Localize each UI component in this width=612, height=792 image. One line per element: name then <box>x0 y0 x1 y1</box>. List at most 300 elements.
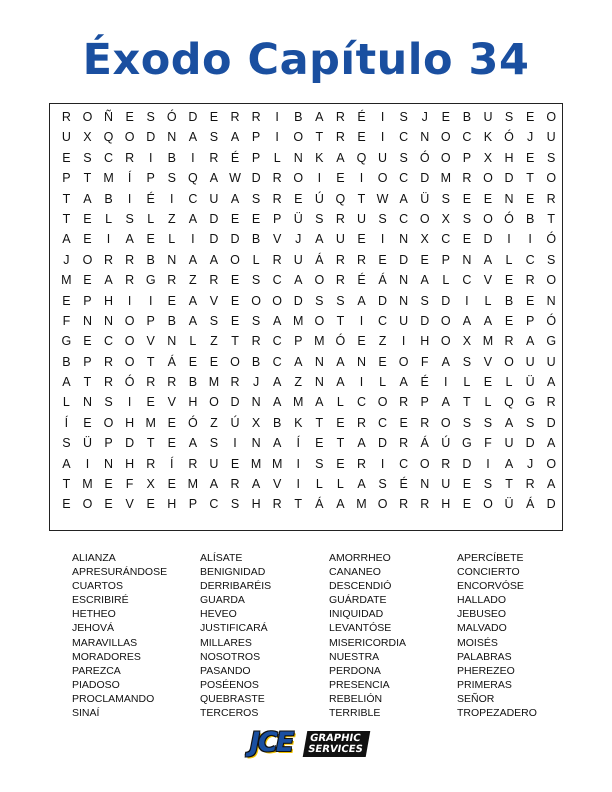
grid-letter: E <box>209 354 219 369</box>
grid-letter: A <box>547 436 556 451</box>
grid-letter: T <box>315 130 324 145</box>
grid-letter: B <box>188 375 198 390</box>
grid-letter: V <box>125 497 135 512</box>
grid-letter: E <box>209 110 219 124</box>
grid-letter: A <box>399 375 409 390</box>
grid-letter: C <box>272 273 282 288</box>
grid-letter: D <box>378 293 388 308</box>
grid-letter: I <box>359 375 364 390</box>
grid-letter: E <box>504 313 514 328</box>
grid-letter: E <box>441 110 451 124</box>
word-item: MALVADO <box>457 622 507 635</box>
grid-letter: U <box>209 456 219 471</box>
grid-letter: O <box>419 211 430 226</box>
grid-letter: A <box>125 232 135 247</box>
grid-letter: I <box>380 130 385 145</box>
grid-letter: G <box>462 436 473 451</box>
grid-letter: E <box>104 497 114 512</box>
grid-letter: O <box>103 415 114 430</box>
grid-letter: A <box>357 477 366 492</box>
grid-letter: I <box>401 334 406 349</box>
grid-letter: I <box>127 395 132 410</box>
grid-letter: D <box>146 130 156 145</box>
grid-letter: B <box>167 313 177 328</box>
word-item: LEVANTÓSE <box>329 622 392 635</box>
grid-letter: E <box>420 252 430 267</box>
grid-letter: Á <box>315 497 324 512</box>
grid-letter: S <box>209 436 219 451</box>
grid-letter: R <box>399 395 409 410</box>
grid-letter: O <box>314 313 325 328</box>
grid-letter: A <box>62 456 71 471</box>
grid-letter: A <box>547 477 556 492</box>
grid-letter: K <box>294 415 303 430</box>
grid-letter: A <box>273 436 282 451</box>
word-item: ALÍSATE <box>200 552 243 564</box>
grid-letter: É <box>357 110 366 124</box>
grid-letter: Ü <box>504 497 514 512</box>
grid-letter: J <box>252 375 260 390</box>
word-item: POSÉENOS <box>200 678 259 691</box>
grid-letter: O <box>272 293 283 308</box>
grid-letter: R <box>251 110 261 124</box>
grid-letter: Ó <box>546 232 557 247</box>
grid-letter: G <box>145 273 156 288</box>
grid-letter: A <box>336 150 345 165</box>
word-item: ALIANZA <box>72 552 116 564</box>
grid-letter: Í <box>127 171 132 186</box>
grid-letter: R <box>167 375 177 390</box>
word-item: NUESTRA <box>329 650 380 663</box>
grid-letter: D <box>188 110 198 124</box>
grid-letter: I <box>296 477 301 492</box>
grid-letter: Í <box>170 456 174 471</box>
grid-letter: O <box>440 334 451 349</box>
grid-letter: E <box>83 273 92 288</box>
grid-letter: M <box>103 171 115 186</box>
grid-letter: O <box>546 110 557 124</box>
grid-letter: R <box>356 252 367 267</box>
grid-letter: S <box>420 293 430 308</box>
grid-letter: F <box>62 313 71 328</box>
grid-letter: B <box>273 415 282 430</box>
grid-letter: A <box>273 313 282 328</box>
grid-letter: E <box>83 232 92 247</box>
grid-letter: A <box>315 232 324 247</box>
grid-letter: A <box>251 477 261 492</box>
grid-letter: E <box>83 334 92 349</box>
word-item: MISERICORDIA <box>329 636 407 649</box>
word-list <box>0 551 612 726</box>
grid-letter: D <box>483 232 493 247</box>
grid-letter: R <box>335 211 346 226</box>
grid-letter: Í <box>296 436 301 451</box>
grid-letter: X <box>420 232 430 247</box>
grid-letter: N <box>314 354 325 369</box>
word-item: REBELIÓN <box>329 692 383 705</box>
grid-letter: O <box>483 171 494 186</box>
grid-letter: A <box>357 436 366 451</box>
grid-letter: M <box>271 456 283 471</box>
grid-letter: D <box>546 415 556 430</box>
grid-letter: Ñ <box>104 110 114 124</box>
grid-letter: E <box>462 477 472 492</box>
word-item: SINAÍ <box>72 707 100 720</box>
grid-letter: N <box>251 436 261 451</box>
grid-letter: S <box>251 313 261 328</box>
grid-letter: R <box>209 273 219 288</box>
word-item: AMORRHEO <box>329 552 391 564</box>
grid-letter: P <box>83 354 92 369</box>
grid-letter: C <box>188 191 198 206</box>
grid-letter: W <box>229 171 242 186</box>
grid-letter: E <box>399 415 409 430</box>
grid-letter: Z <box>378 334 387 349</box>
grid-letter: L <box>105 211 113 226</box>
grid-letter: E <box>462 232 472 247</box>
grid-letter: A <box>525 334 535 349</box>
grid-letter: R <box>272 171 282 186</box>
grid-letter: E <box>336 415 345 430</box>
grid-letter: R <box>399 436 409 451</box>
grid-letter: P <box>462 150 472 165</box>
grid-row <box>56 433 562 453</box>
grid-letter: O <box>483 211 494 226</box>
grid-letter: O <box>230 252 241 267</box>
grid-letter: I <box>507 232 512 247</box>
grid-row <box>56 454 562 474</box>
grid-letter: A <box>441 354 451 369</box>
word-item: CONCIERTO <box>457 566 520 579</box>
grid-letter: R <box>230 477 240 492</box>
grid-letter: L <box>62 395 71 410</box>
grid-letter: I <box>380 232 385 247</box>
grid-letter: V <box>483 354 493 369</box>
grid-letter: Ú <box>314 191 325 206</box>
grid-letter: S <box>336 293 345 308</box>
grid-letter: A <box>336 497 345 512</box>
grid-letter: E <box>104 477 114 492</box>
grid-letter: S <box>125 211 135 226</box>
grid-letter: H <box>125 456 135 471</box>
grid-letter: R <box>125 252 135 267</box>
grid-letter: L <box>315 477 324 492</box>
grid-letter: O <box>124 313 135 328</box>
grid-letter: I <box>170 191 174 206</box>
grid-letter: T <box>62 191 71 206</box>
grid-letter: A <box>104 273 114 288</box>
grid-letter: O <box>377 171 388 186</box>
grid-letter: S <box>483 477 493 492</box>
logo-line-1: GRAPHIC <box>309 733 362 744</box>
grid-letter: O <box>377 395 388 410</box>
grid-letter: I <box>359 313 364 328</box>
grid-letter: R <box>335 252 346 267</box>
grid-letter: H <box>167 497 177 512</box>
word-column <box>457 551 537 720</box>
grid-row <box>56 494 562 514</box>
grid-letter: N <box>462 252 472 267</box>
word-item: PHEREZEO <box>457 664 515 677</box>
grid-letter: Q <box>187 171 199 186</box>
grid-letter: O <box>377 497 388 512</box>
grid-letter: Ú <box>441 436 451 451</box>
grid-letter: Ó <box>546 313 557 328</box>
grid-letter: C <box>272 334 282 349</box>
grid-letter: E <box>230 211 240 226</box>
grid-letter: O <box>293 130 304 145</box>
grid-row <box>56 209 562 229</box>
grid-row <box>56 372 562 392</box>
grid-letter: C <box>441 232 451 247</box>
grid-letter: A <box>399 191 409 206</box>
grid-letter: J <box>421 110 429 124</box>
grid-row <box>56 392 562 412</box>
grid-letter: B <box>167 150 177 165</box>
word-column <box>72 551 167 720</box>
grid-letter: L <box>505 375 513 390</box>
grid-letter: Q <box>504 395 515 410</box>
grid-letter: N <box>546 293 556 308</box>
grid-letter: R <box>61 110 72 124</box>
grid-letter: P <box>62 171 71 186</box>
grid-letter: U <box>546 130 556 145</box>
grid-letter: E <box>146 232 156 247</box>
grid-letter: H <box>420 334 430 349</box>
word-search-grid <box>49 103 563 531</box>
grid-letter: X <box>83 130 92 145</box>
grid-letter: T <box>505 477 514 492</box>
grid-letter: O <box>82 252 93 267</box>
grid-letter: R <box>420 497 430 512</box>
grid-letter: X <box>251 415 261 430</box>
grid-letter: Ü <box>525 375 535 390</box>
grid-letter: T <box>62 477 71 492</box>
grid-letter: U <box>441 477 451 492</box>
grid-letter: O <box>124 354 135 369</box>
grid-letter: M <box>293 313 304 328</box>
grid-letter: X <box>146 477 156 492</box>
grid-letter: A <box>294 273 303 288</box>
grid-letter: C <box>378 415 388 430</box>
grid-letter: Z <box>210 334 219 349</box>
grid-letter: X <box>483 150 493 165</box>
grid-letter: R <box>441 456 451 471</box>
grid-letter: T <box>231 334 240 349</box>
grid-letter: I <box>296 456 301 471</box>
grid-letter: R <box>335 273 346 288</box>
grid-letter: E <box>62 497 71 512</box>
grid-letter: O <box>82 110 93 124</box>
word-item: HEVEO <box>200 608 237 621</box>
grid-letter: G <box>525 395 536 410</box>
grid-letter: A <box>230 191 240 206</box>
grid-letter: B <box>62 354 71 369</box>
word-item: GUARDA <box>200 594 245 607</box>
grid-letter: Ó <box>187 415 199 430</box>
grid-letter: C <box>525 252 535 267</box>
grid-letter: R <box>335 110 346 124</box>
grid-letter: E <box>336 171 345 186</box>
grid-letter: É <box>357 273 366 288</box>
page-title: Éxodo Capítulo 34 <box>82 35 530 85</box>
grid-letter: N <box>104 313 114 328</box>
grid-letter: I <box>380 110 385 124</box>
grid-letter: K <box>315 150 324 165</box>
grid-letter: M <box>250 456 262 471</box>
grid-letter: É <box>420 375 430 390</box>
grid-letter: I <box>486 456 490 471</box>
grid-letter: T <box>83 171 92 186</box>
word-item: PRESENCIA <box>329 678 390 691</box>
grid-letter: F <box>420 354 429 369</box>
grid-letter: Q <box>356 150 367 165</box>
logo-mark: JCE <box>250 727 293 758</box>
grid-letter: C <box>462 273 472 288</box>
word-item: TROPEZADERO <box>457 707 537 720</box>
grid-letter: R <box>335 130 346 145</box>
grid-letter: D <box>251 171 261 186</box>
grid-letter: Ú <box>230 415 240 430</box>
grid-letter: R <box>546 191 556 206</box>
grid-letter: E <box>230 273 240 288</box>
grid-letter: É <box>146 191 156 206</box>
grid-letter: E <box>146 395 156 410</box>
grid-letter: Ó <box>166 110 177 124</box>
grid-letter: D <box>230 395 240 410</box>
grid-letter: E <box>125 110 135 124</box>
grid-letter: C <box>462 130 472 145</box>
grid-letter: P <box>525 313 535 328</box>
grid-letter: S <box>378 477 388 492</box>
grid-letter: R <box>104 375 114 390</box>
grid-letter: O <box>124 130 135 145</box>
grid-letter: U <box>378 150 388 165</box>
grid-letter: E <box>525 110 535 124</box>
grid-letter: T <box>62 211 71 226</box>
grid-letter: R <box>462 171 472 186</box>
grid-letter: A <box>336 354 345 369</box>
grid-letter: Ó <box>124 375 135 390</box>
grid-letter: R <box>104 252 114 267</box>
grid-letter: A <box>62 232 71 247</box>
grid-letter: Ü <box>82 436 93 451</box>
grid-letter: N <box>420 477 430 492</box>
grid-letter: T <box>294 497 303 512</box>
grid-letter: S <box>315 211 324 226</box>
grid-letter: E <box>188 354 198 369</box>
grid-letter: C <box>104 150 114 165</box>
grid-letter: S <box>209 313 219 328</box>
grid-letter: A <box>483 313 493 328</box>
grid-row <box>56 291 562 311</box>
grid-letter: T <box>463 395 471 410</box>
grid-letter: L <box>484 395 492 410</box>
grid-letter: A <box>504 456 514 471</box>
word-column <box>329 551 406 720</box>
grid-letter: S <box>441 191 451 206</box>
grid-letter: A <box>62 375 71 390</box>
grid-letter: E <box>525 293 535 308</box>
grid-letter: I <box>148 150 153 165</box>
grid-letter: A <box>441 395 451 410</box>
grid-letter: T <box>357 191 366 206</box>
grid-letter: T <box>146 354 155 369</box>
grid-letter: D <box>441 293 451 308</box>
word-item: QUEBRASTE <box>200 692 265 705</box>
word-item: ENCORVÓSE <box>457 580 524 593</box>
grid-letter: Í <box>64 415 69 430</box>
grid-letter: N <box>399 273 409 288</box>
grid-letter: H <box>441 497 451 512</box>
word-item: BENIGNIDAD <box>200 566 266 579</box>
grid-letter: N <box>356 354 367 369</box>
grid-row <box>56 168 562 188</box>
grid-letter: M <box>208 375 220 390</box>
grid-letter: O <box>419 456 430 471</box>
grid-letter: Á <box>420 436 430 451</box>
grid-letter: E <box>62 150 71 165</box>
grid-letter: E <box>525 150 535 165</box>
grid-row <box>56 107 562 127</box>
grid-letter: A <box>188 436 198 451</box>
grid-letter: A <box>357 293 366 308</box>
grid-letter: I <box>444 375 448 390</box>
word-item: DERRIBARÉIS <box>200 580 272 593</box>
grid-letter: M <box>82 477 93 492</box>
grid-letter: L <box>147 211 155 226</box>
grid-letter: C <box>399 130 409 145</box>
grid-letter: L <box>189 334 197 349</box>
grid-letter: A <box>504 415 514 430</box>
word-item: HETHEO <box>72 608 116 621</box>
grid-letter: E <box>336 456 345 471</box>
grid-letter: R <box>125 273 135 288</box>
grid-letter: J <box>526 456 534 471</box>
grid-letter: M <box>356 497 367 512</box>
grid-letter: D <box>399 252 409 267</box>
grid-letter: S <box>315 456 324 471</box>
grid-letter: N <box>420 130 430 145</box>
grid-letter: D <box>378 436 388 451</box>
grid-letter: I <box>191 150 195 165</box>
grid-letter: R <box>525 477 535 492</box>
grid-letter: Z <box>189 273 197 288</box>
grid-letter: O <box>440 415 451 430</box>
grid-letter: E <box>462 191 472 206</box>
grid-letter: D <box>420 171 430 186</box>
word-item: SEÑOR <box>457 692 495 705</box>
grid-letter: N <box>167 130 177 145</box>
grid-letter: S <box>547 150 556 165</box>
grid-letter: N <box>293 150 304 165</box>
grid-letter: E <box>251 211 261 226</box>
grid-letter: Á <box>378 273 388 288</box>
grid-letter: M <box>314 334 325 349</box>
grid-letter: N <box>504 191 514 206</box>
grid-letter: A <box>420 273 430 288</box>
grid-letter: L <box>484 293 492 308</box>
grid-letter: A <box>209 171 219 186</box>
grid-letter: N <box>82 395 93 410</box>
grid-letter: L <box>168 232 176 247</box>
grid-letter: P <box>188 497 198 512</box>
grid-letter: S <box>399 110 409 124</box>
grid-letter: Ó <box>335 334 346 349</box>
grid-letter: H <box>251 497 261 512</box>
grid-letter: D <box>420 313 430 328</box>
grid-letter: S <box>462 415 472 430</box>
